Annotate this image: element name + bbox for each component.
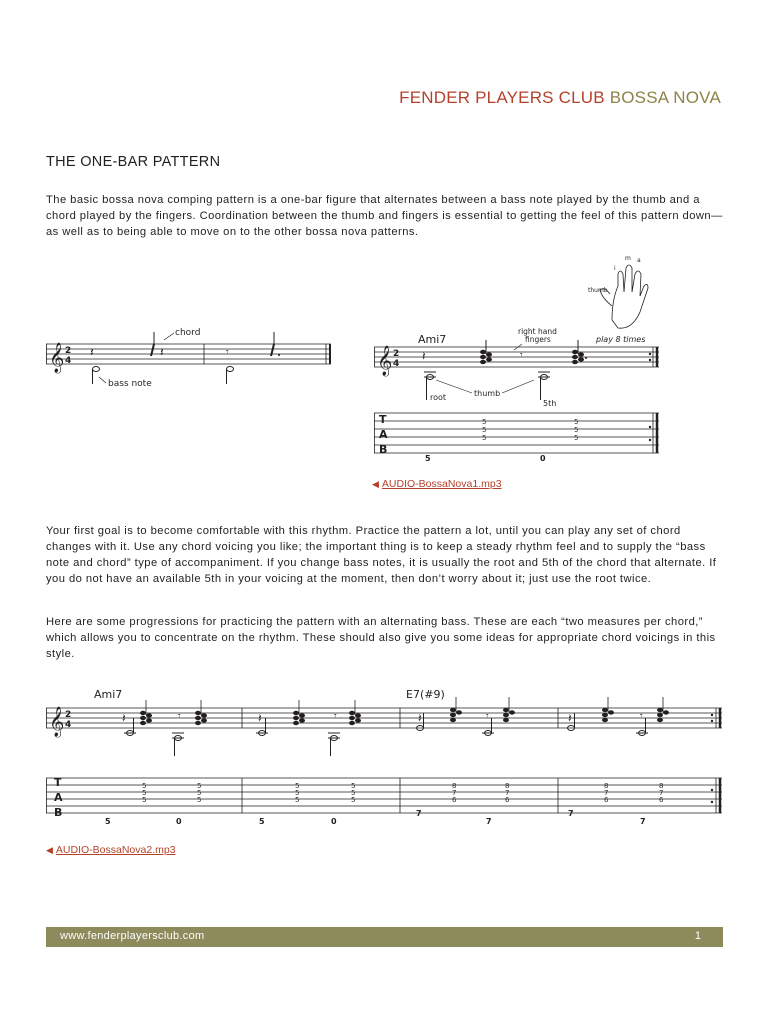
svg-text:7: 7 [659, 789, 664, 797]
svg-text:8: 8 [604, 782, 609, 790]
bass-note-label: bass note [108, 379, 152, 389]
svg-text:𝄾: 𝄾 [486, 711, 489, 722]
bass-note-1 [93, 367, 100, 385]
fifth-label: 5th [543, 399, 557, 408]
svg-text:𝄽: 𝄽 [422, 349, 426, 363]
svg-text:𝄞: 𝄞 [377, 346, 393, 376]
ami7-figure [374, 250, 664, 465]
svg-text:5: 5 [351, 782, 356, 790]
audio-link-1[interactable] [372, 478, 502, 490]
svg-text:7: 7 [604, 789, 609, 797]
svg-text:5: 5 [197, 782, 202, 790]
svg-text:8: 8 [505, 782, 510, 790]
progression-figure [46, 682, 726, 824]
svg-text:6: 6 [659, 796, 664, 804]
svg-text:5: 5 [197, 796, 202, 804]
svg-text:B: B [379, 443, 388, 456]
svg-text:5: 5 [142, 796, 147, 804]
audio-link-2-label: AUDIO-BossaNova2.mp3 [55, 844, 176, 856]
svg-text:7: 7 [568, 809, 574, 818]
practice-paragraph: Your first goal is to become comfortable with this rhythm. Practice the pattern a lot, until you can play any set of chord changes with it. Use any chord voicing you like; the important thing is to keep a steady rhythm feel and to supply the “bass note and chord” type of accompaniment. If you change bass notes, it is usually the root and 5th of the chord that alternate. If you do not have an available 5th in your voicing at the moment, then don’t worry about it; just use the root twice. [46, 525, 717, 585]
svg-text:7: 7 [640, 817, 646, 826]
svg-text:5: 5 [351, 796, 356, 804]
svg-text:6: 6 [604, 796, 609, 804]
svg-text:5: 5 [482, 426, 487, 434]
svg-text:A: A [54, 791, 63, 804]
svg-text:𝄾: 𝄾 [226, 347, 229, 358]
svg-text:7: 7 [416, 809, 422, 818]
svg-text:𝄞: 𝄞 [49, 343, 65, 373]
timesig-top: 2 [65, 346, 72, 356]
svg-text:7: 7 [486, 817, 492, 826]
svg-text:6: 6 [452, 796, 457, 804]
svg-text:i: i [614, 265, 616, 272]
svg-text:thumb: thumb [588, 287, 608, 294]
svg-text:0: 0 [540, 454, 546, 463]
page-number: 1 [694, 930, 701, 942]
header-topic: BOSSA NOVA [609, 88, 721, 107]
timesig-bottom: 4 [65, 356, 72, 366]
svg-text:a: a [637, 257, 641, 264]
speaker-icon: ◀ [46, 845, 53, 855]
svg-text:5: 5 [351, 789, 356, 797]
svg-text:𝄽: 𝄽 [418, 711, 422, 725]
svg-text:m: m [625, 255, 631, 262]
svg-text:5: 5 [197, 789, 202, 797]
svg-text:5: 5 [574, 418, 579, 426]
header-club: FENDER PLAYERS CLUB [399, 88, 605, 107]
audio-link-2[interactable] [46, 844, 176, 856]
svg-text:T: T [379, 413, 387, 426]
play-times-label: play 8 times [596, 335, 646, 344]
chord-name-e7: E7(#9) [406, 688, 445, 701]
svg-text:6: 6 [505, 796, 510, 804]
svg-text:2: 2 [393, 349, 400, 359]
svg-text:0: 0 [176, 817, 182, 826]
svg-text:𝄽: 𝄽 [160, 345, 164, 359]
bass-note-2 [227, 367, 234, 385]
hand-diagram [600, 265, 648, 328]
section-title: THE ONE-BAR PATTERN [46, 154, 221, 170]
svg-text:5: 5 [574, 434, 579, 442]
svg-text:𝄽: 𝄽 [568, 711, 572, 725]
svg-text:𝄾: 𝄾 [640, 711, 643, 722]
intro-paragraph: The basic bossa nova comping pattern is a one-bar figure that alternates between a bass note played by the thumb and a chord played by the fingers. Coordination between the thumb and fingers is essential to getting the feel of this pattern down—as well as to being able to move on to the other bossa nova patterns. [46, 194, 723, 238]
svg-text:8: 8 [659, 782, 664, 790]
svg-text:0: 0 [331, 817, 337, 826]
rhythm-figure [46, 322, 336, 392]
svg-text:fingers: fingers [525, 335, 551, 344]
svg-text:4: 4 [393, 359, 400, 369]
svg-text:5: 5 [295, 789, 300, 797]
svg-text:B: B [54, 806, 63, 819]
svg-text:2: 2 [65, 710, 72, 720]
footer-bar [46, 927, 723, 947]
svg-text:𝄾: 𝄾 [178, 711, 181, 722]
svg-text:8: 8 [452, 782, 457, 790]
svg-text:5: 5 [142, 789, 147, 797]
svg-text:𝄾: 𝄾 [334, 711, 337, 722]
svg-text:5: 5 [142, 782, 147, 790]
svg-text:A: A [379, 428, 388, 441]
svg-text:𝄽: 𝄽 [258, 711, 262, 725]
svg-text:4: 4 [65, 720, 72, 730]
svg-text:5: 5 [105, 817, 111, 826]
svg-text:7: 7 [452, 789, 457, 797]
root-label: root [430, 393, 447, 402]
speaker-icon: ◀ [372, 479, 379, 489]
progressions-paragraph: Here are some progressions for practicing the pattern with an alternating bass. These are each “two measures per chord,” which allows you to concentrate on the rhythm. These should also give you some ideas for appropriate chord voicings in this style. [46, 616, 716, 660]
svg-text:5: 5 [482, 434, 487, 442]
thumb-label: thumb [474, 389, 501, 398]
svg-text:5: 5 [295, 782, 300, 790]
svg-text:𝄾: 𝄾 [520, 350, 523, 361]
svg-text:5: 5 [482, 418, 487, 426]
svg-text:5: 5 [295, 796, 300, 804]
svg-text:7: 7 [505, 789, 510, 797]
footer-url[interactable]: www.fenderplayersclub.com [60, 930, 205, 942]
chord-label: chord [175, 328, 201, 338]
audio-link-1-label: AUDIO-BossaNova1.mp3 [381, 478, 502, 490]
svg-text:𝄽: 𝄽 [90, 345, 94, 359]
svg-text:𝄽: 𝄽 [122, 711, 126, 725]
svg-text:5: 5 [574, 426, 579, 434]
svg-text:5: 5 [425, 454, 431, 463]
svg-text:right hand: right hand [518, 327, 557, 336]
svg-text:5: 5 [259, 817, 265, 826]
svg-text:T: T [54, 776, 62, 789]
chord-name-ami7: Ami7 [418, 333, 447, 346]
page-header [399, 88, 721, 108]
chord-name-ami7-prog: Ami7 [94, 688, 123, 701]
svg-text:𝄞: 𝄞 [49, 707, 65, 737]
